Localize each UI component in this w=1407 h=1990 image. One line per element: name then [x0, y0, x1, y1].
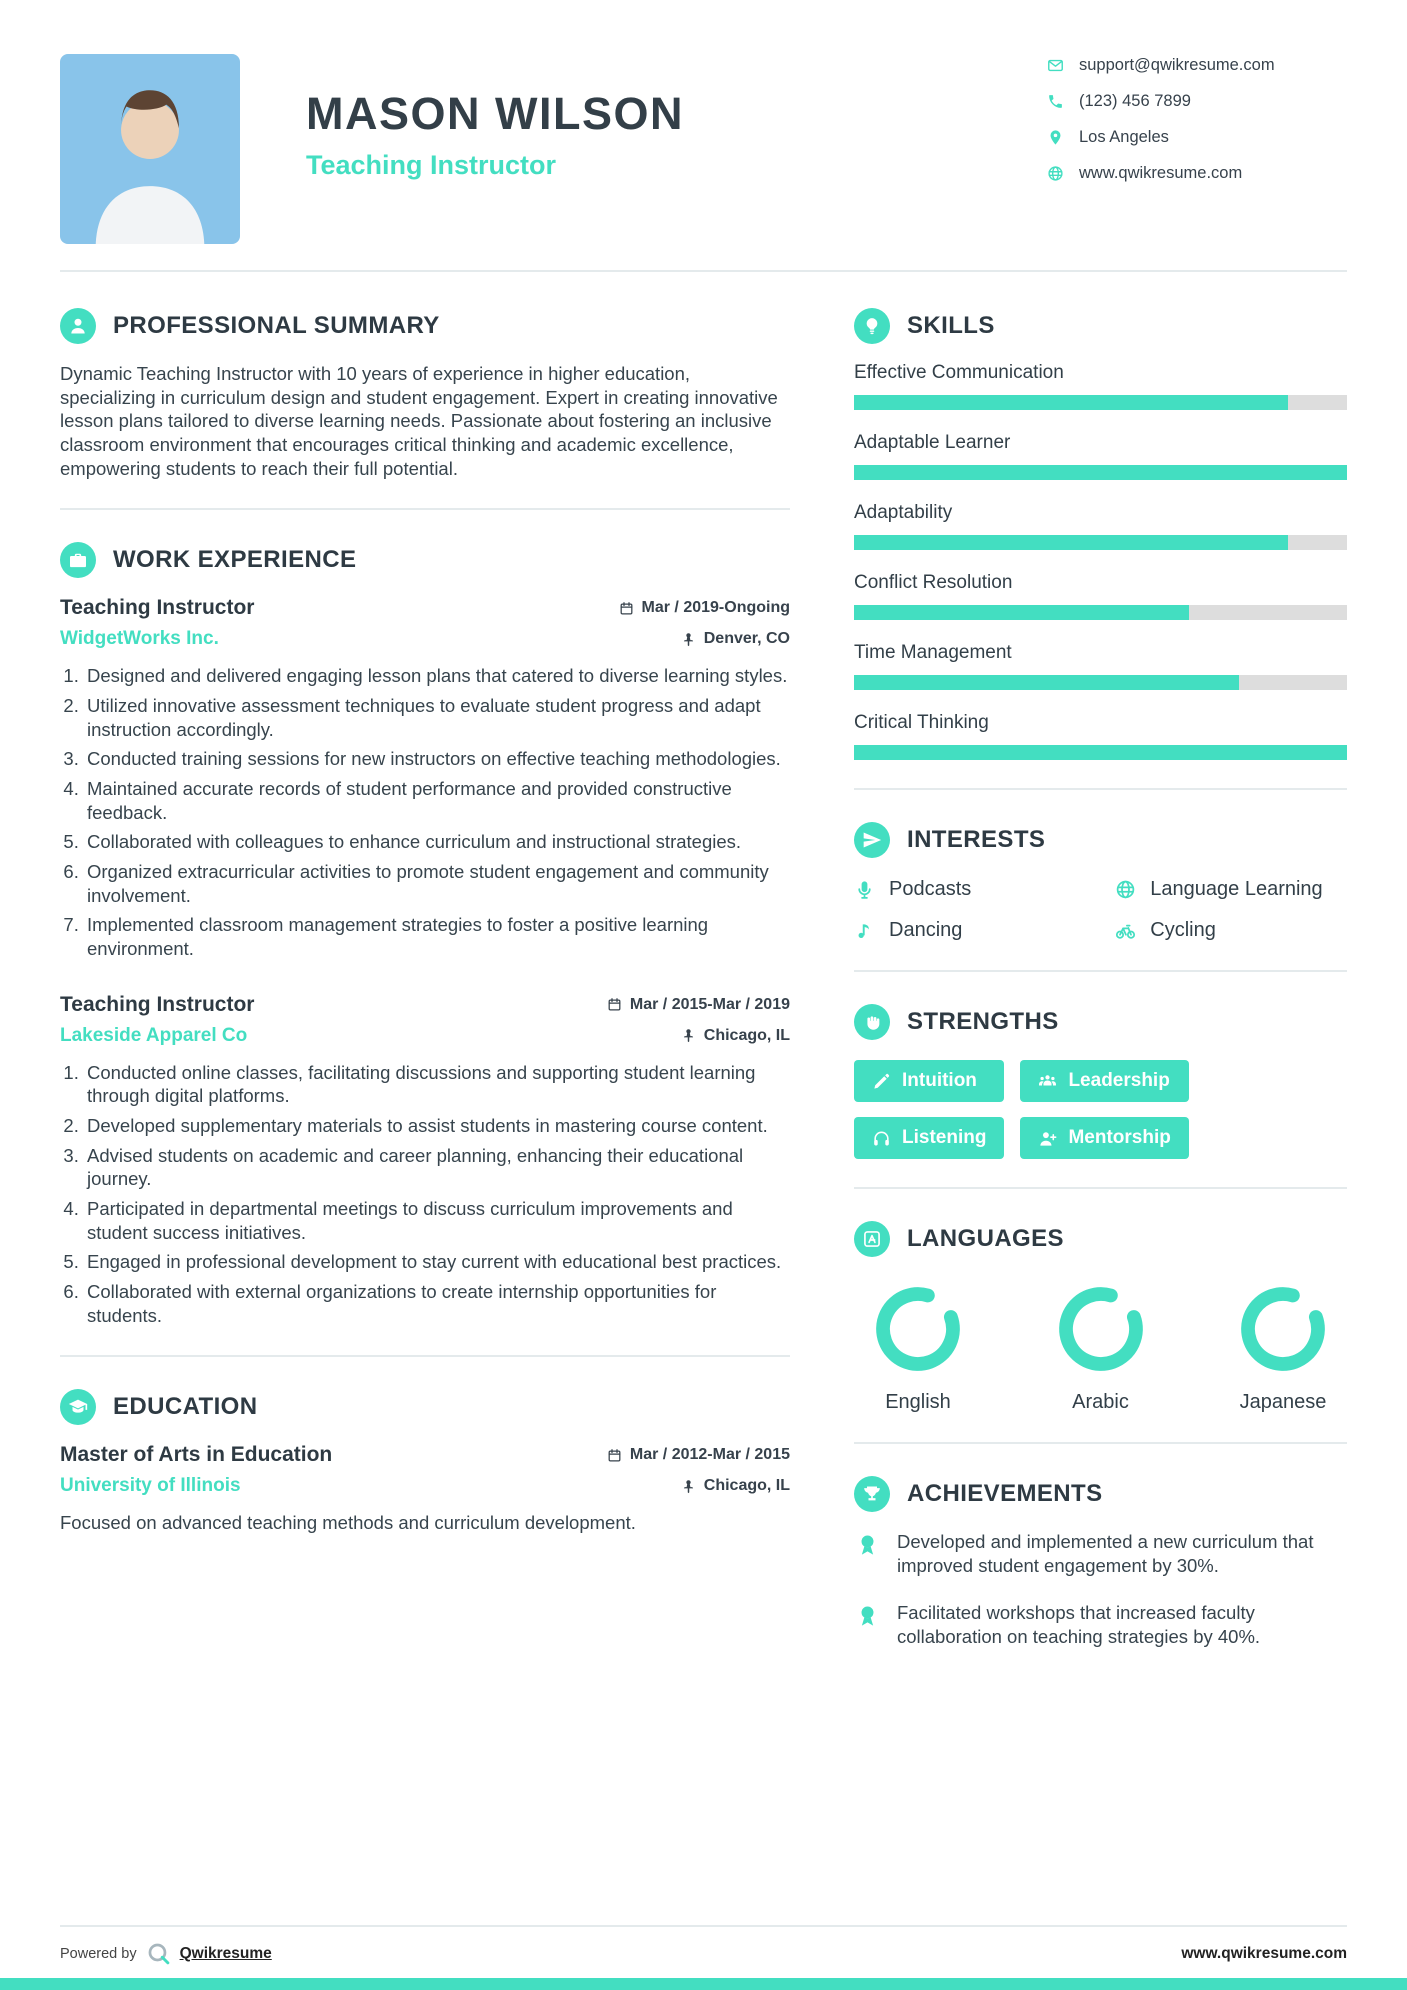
strengths-list	[854, 1058, 1347, 1159]
briefcase-icon	[60, 542, 96, 578]
interest-item	[854, 878, 1115, 901]
skill-name: Critical Thinking	[854, 712, 989, 733]
skill-item	[854, 642, 1347, 690]
job-company: Lakeside Apparel Co	[60, 1024, 248, 1046]
skill-item	[854, 712, 1347, 760]
location-icon	[1047, 129, 1064, 146]
translate-icon	[854, 1221, 890, 1257]
section-heading-summary: PROFESSIONAL SUMMARY	[113, 312, 440, 339]
language-ring	[1237, 1283, 1329, 1375]
person-icon	[60, 308, 96, 344]
calendar-icon	[607, 1448, 622, 1463]
section-heading-strengths: STRENGTHS	[907, 1008, 1059, 1035]
divider	[60, 1355, 790, 1357]
language-item	[1237, 1283, 1329, 1414]
job-bullets	[60, 664, 790, 960]
language-name: Arabic	[1072, 1391, 1129, 1413]
languages-heading-row	[854, 1221, 1347, 1257]
job-bullet: 2. Utilized innovative assessment techniques to evaluate student progress and adapt instruction accordingly.	[84, 694, 790, 741]
school-name: University of Illinois	[60, 1475, 241, 1497]
job-bullet: 1. Conducted online classes, facilitating discussions and supporting student learning through digital platforms.	[84, 1061, 790, 1108]
trophy-icon	[854, 1476, 890, 1512]
language-ring	[1055, 1283, 1147, 1375]
languages-list	[854, 1275, 1347, 1414]
education-title-row	[60, 1443, 790, 1467]
job-bullet: 1. Designed and delivered engaging lesson plans that catered to diverse learning styles.	[84, 664, 790, 688]
job-bullet: 2. Developed supplementary materials to assist students in mastering course content.	[84, 1114, 790, 1138]
summary-heading-row	[60, 308, 790, 344]
skill-bar-fill	[854, 675, 1239, 690]
music-note-icon	[854, 920, 875, 941]
education-description: Focused on advanced teaching methods and curriculum development.	[60, 1512, 636, 1534]
pin-icon	[681, 632, 696, 647]
interest-label: Cycling	[1150, 919, 1216, 941]
job-location-text: Denver, CO	[703, 630, 790, 648]
medal-icon	[854, 1531, 881, 1558]
section-heading-languages: LANGUAGES	[907, 1225, 1064, 1252]
divider	[854, 1187, 1347, 1189]
job-location	[681, 1027, 790, 1045]
section-heading-education: EDUCATION	[113, 1393, 258, 1421]
divider	[854, 788, 1347, 790]
contact-item	[1047, 56, 1347, 75]
divider	[60, 270, 1347, 272]
header	[60, 54, 1347, 244]
powered-by-label: Powered by	[60, 1945, 137, 1962]
job-company: WidgetWorks Inc.	[60, 628, 219, 650]
qwikresume-logo-icon	[146, 1941, 171, 1966]
skill-name: Adaptability	[854, 502, 953, 523]
skill-bar	[854, 675, 1347, 690]
team-icon	[1038, 1072, 1057, 1091]
calendar-icon	[619, 601, 634, 616]
graduation-cap-icon	[60, 1389, 96, 1425]
skill-item	[854, 572, 1347, 620]
job-dates	[619, 599, 790, 617]
divider	[60, 508, 790, 510]
contact-item	[1047, 92, 1347, 111]
email-icon	[1047, 57, 1064, 74]
job-bullet: 5. Engaged in professional development to stay current with educational best practices.	[84, 1250, 790, 1274]
interests-list	[854, 876, 1347, 942]
bottom-accent-bar	[0, 1978, 1407, 1990]
achievement-item	[854, 1601, 1347, 1650]
summary-section	[60, 308, 790, 480]
interest-label: Dancing	[889, 919, 963, 941]
contact-text: www.qwikresume.com	[1079, 164, 1243, 182]
pin-icon	[681, 1479, 696, 1494]
interest-item	[854, 919, 1115, 942]
skill-bar	[854, 395, 1347, 410]
headphones-icon	[872, 1129, 891, 1148]
contact-list	[1047, 54, 1347, 200]
interest-label: Podcasts	[889, 878, 972, 900]
skills-heading-row	[854, 308, 1347, 344]
language-ring	[872, 1283, 964, 1375]
right-column	[854, 308, 1347, 1672]
job-location	[681, 630, 790, 648]
skill-name: Effective Communication	[854, 362, 1064, 383]
section-heading-skills: SKILLS	[907, 312, 995, 339]
achievement-item	[854, 1530, 1347, 1579]
skill-name: Conflict Resolution	[854, 572, 1013, 593]
education-school-row	[60, 1475, 790, 1497]
strength-badge	[854, 1117, 1004, 1159]
job-bullet: 3. Conducted training sessions for new instructors on effective teaching methodologies.	[84, 747, 790, 771]
person-job-title: Teaching Instructor	[306, 150, 557, 180]
education-section	[60, 1389, 790, 1535]
skill-name: Adaptable Learner	[854, 432, 1011, 453]
achievements-list	[854, 1530, 1347, 1650]
job-bullets	[60, 1061, 790, 1328]
profile-photo-image	[60, 54, 240, 244]
pin-icon	[681, 1028, 696, 1043]
languages-section	[854, 1221, 1347, 1414]
skills-section	[854, 308, 1347, 760]
achievements-heading-row	[854, 1476, 1347, 1512]
strength-badge	[854, 1060, 1004, 1102]
job-entry	[60, 993, 790, 1328]
job-bullet: 4. Maintained accurate records of student performance and provided constructive feedback.	[84, 777, 790, 824]
contact-text: (123) 456 7899	[1079, 92, 1191, 110]
section-heading-interests: INTERESTS	[907, 826, 1046, 853]
skills-list	[854, 362, 1347, 760]
strength-label: Listening	[902, 1127, 987, 1148]
language-item	[872, 1283, 964, 1414]
achievement-text: Facilitated workshops that increased faculty collaboration on teaching strategies by 40%.	[897, 1601, 1261, 1648]
experience-section	[60, 542, 790, 1327]
strength-label: Mentorship	[1068, 1127, 1171, 1148]
language-item	[1055, 1283, 1147, 1414]
interest-item	[1115, 919, 1347, 942]
pencil-icon	[872, 1072, 891, 1091]
bicycle-icon	[1115, 920, 1136, 941]
interests-heading-row	[854, 822, 1347, 858]
footer-branding	[60, 1941, 272, 1966]
education-dates	[607, 1446, 790, 1464]
job-dates	[607, 996, 790, 1014]
strengths-section	[854, 1004, 1347, 1159]
degree-title: Master of Arts in Education	[60, 1443, 333, 1467]
skill-bar-fill	[854, 535, 1288, 550]
job-bullet: 5. Collaborated with colleagues to enhance curriculum and instructional strategies.	[84, 830, 790, 854]
interests-section	[854, 822, 1347, 942]
columns	[60, 308, 1347, 1672]
interest-item	[1115, 878, 1347, 901]
divider	[854, 970, 1347, 972]
skill-bar	[854, 465, 1347, 480]
medal-icon	[854, 1602, 881, 1629]
calendar-icon	[607, 997, 622, 1012]
section-heading-achievements: ACHIEVEMENTS	[907, 1480, 1103, 1507]
interest-label: Language Learning	[1150, 878, 1323, 900]
achievements-section	[854, 1476, 1347, 1650]
skill-item	[854, 432, 1347, 480]
profile-photo	[60, 54, 240, 244]
skill-bar	[854, 605, 1347, 620]
job-dates-text: Mar / 2019-Ongoing	[641, 599, 790, 617]
skill-name: Time Management	[854, 642, 1012, 663]
bulb-icon	[854, 308, 890, 344]
strength-label: Intuition	[902, 1070, 977, 1091]
skill-bar-fill	[854, 605, 1189, 620]
phone-icon	[1047, 93, 1064, 110]
skill-bar-fill	[854, 465, 1347, 480]
job-company-row	[60, 628, 790, 650]
summary-text: Dynamic Teaching Instructor with 10 years of experience in higher education, specializing in curriculum design and student engagement. Expert in creating innovative lesson plans tailored to diverse learning needs. Passionate about fostering an inclusive classroom environment that encourages critical thinking and academic excellence, empowering students to reach their full potential.	[60, 363, 778, 479]
job-bullet: 3. Advised students on academic and career planning, enhancing their educational journey.	[84, 1144, 790, 1191]
paper-plane-icon	[854, 822, 890, 858]
globe-icon	[1115, 879, 1136, 900]
job-entry	[60, 596, 790, 960]
user-plus-icon	[1038, 1129, 1057, 1148]
person-name: MASON WILSON	[306, 88, 684, 139]
strength-label: Leadership	[1068, 1070, 1170, 1091]
job-location-text: Chicago, IL	[703, 1026, 790, 1044]
contact-item	[1047, 128, 1347, 147]
microphone-icon	[854, 879, 875, 900]
identity	[306, 54, 1047, 181]
section-heading-experience: WORK EXPERIENCE	[113, 546, 357, 574]
skill-bar	[854, 535, 1347, 550]
contact-text: support@qwikresume.com	[1079, 56, 1275, 74]
experience-heading-row	[60, 542, 790, 578]
education-dates-text: Mar / 2012-Mar / 2015	[629, 1446, 790, 1464]
job-dates-text: Mar / 2015-Mar / 2019	[629, 995, 790, 1013]
footer	[60, 1925, 1347, 1966]
job-title: Teaching Instructor	[60, 992, 255, 1016]
strengths-heading-row	[854, 1004, 1347, 1040]
job-bullet: 7. Implemented classroom management strategies to foster a positive learning environment.	[84, 913, 790, 960]
skill-bar-fill	[854, 745, 1347, 760]
left-column	[60, 308, 790, 1672]
skill-item	[854, 362, 1347, 410]
divider	[854, 1442, 1347, 1444]
language-name: English	[885, 1391, 951, 1413]
website-icon	[1047, 165, 1064, 182]
skill-bar	[854, 745, 1347, 760]
education-location-text: Chicago, IL	[703, 1477, 790, 1495]
job-bullet: 6. Organized extracurricular activities to promote student engagement and community involvement.	[84, 860, 790, 907]
job-bullet: 4. Participated in departmental meetings to discuss curriculum improvements and student success initiatives.	[84, 1197, 790, 1244]
contact-text: Los Angeles	[1079, 128, 1169, 146]
skill-item	[854, 502, 1347, 550]
footer-website: www.qwikresume.com	[1181, 1944, 1347, 1962]
fist-icon	[854, 1004, 890, 1040]
job-title: Teaching Instructor	[60, 596, 255, 620]
education-heading-row	[60, 1389, 790, 1425]
job-company-row	[60, 1025, 790, 1047]
contact-item	[1047, 164, 1347, 183]
skill-bar-fill	[854, 395, 1288, 410]
job-title-row	[60, 993, 790, 1017]
job-bullet: 6. Collaborated with external organizations to create internship opportunities for students.	[84, 1280, 790, 1327]
education-location	[681, 1477, 790, 1495]
strength-badge	[1020, 1060, 1188, 1102]
language-name: Japanese	[1239, 1391, 1327, 1413]
achievement-text: Developed and implemented a new curriculum that improved student engagement by 30%.	[897, 1531, 1314, 1577]
jobs-list	[60, 596, 790, 1327]
qwikresume-link[interactable]: Qwikresume	[179, 1944, 272, 1962]
job-title-row	[60, 596, 790, 620]
strength-badge	[1020, 1117, 1188, 1159]
